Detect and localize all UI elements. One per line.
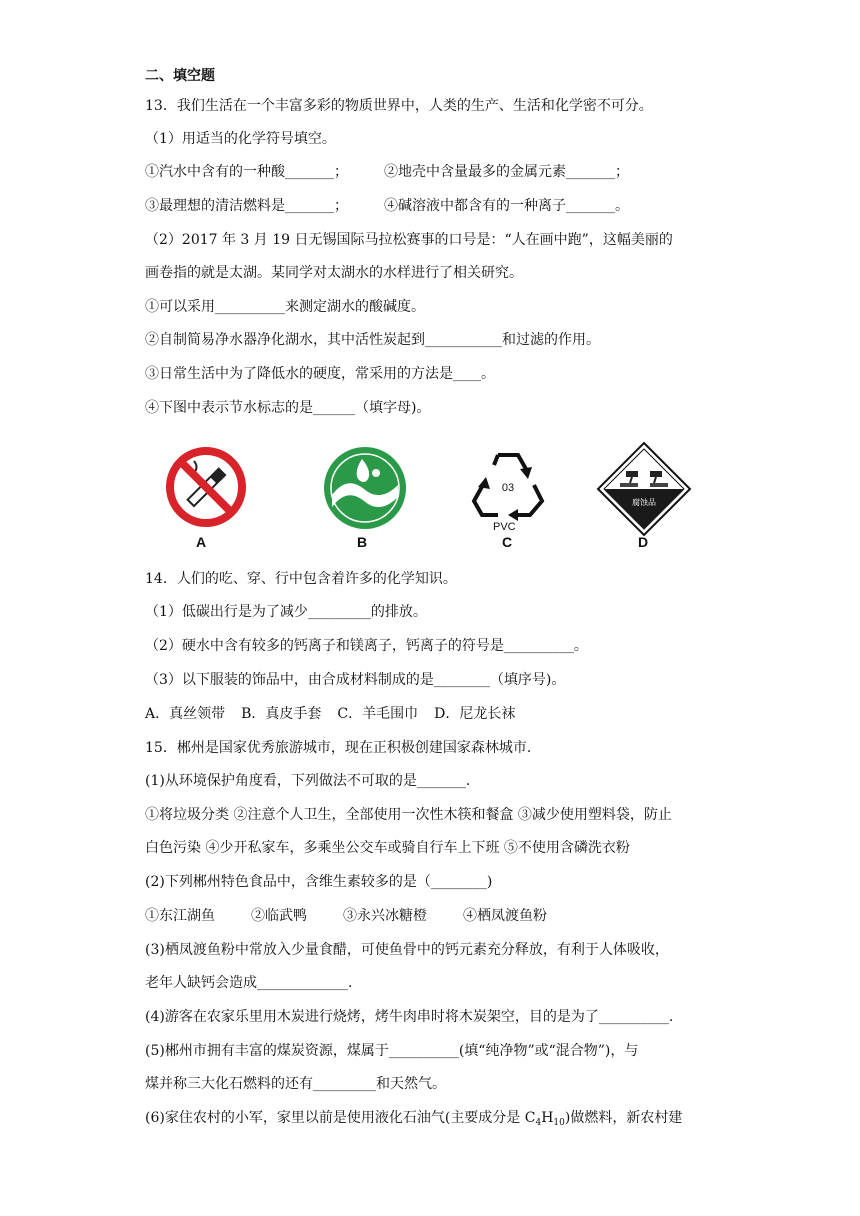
q15-option-1: ①东江湖鱼 (145, 908, 215, 924)
q14-option-a: A．真丝领带 (145, 706, 226, 722)
icon-label-a: A (196, 534, 207, 550)
q15-part1: (1)从环境保护角度看，下列做法不可取的是_______. (145, 773, 471, 789)
no-smoking-icon (164, 445, 248, 529)
formula-h: H (541, 1110, 554, 1126)
q15-part6-post: )做燃料，新农村建 (564, 1110, 683, 1126)
q13-row1 (145, 162, 629, 182)
q13-row2 (145, 196, 629, 216)
q15-option-4: ④栖凤渡鱼粉 (463, 908, 547, 924)
q13-row2-b: ④碱溶液中都含有的一种离子_______。 (384, 198, 629, 214)
icon-label-b: B (357, 534, 368, 550)
q15-part5-line2: 煤并称三大化石燃料的还有_________和天然气。 (145, 1076, 446, 1092)
q15-part6 (145, 1108, 682, 1128)
q13-row1-b: ②地壳中含量最多的金属元素_______； (384, 164, 629, 180)
q15-part3-line1: (3)栖凤渡鱼粉中常放入少量食醋，可使鱼骨中的钙元素充分释放，有利于人体吸收， (145, 942, 669, 958)
q15-part6-pre: (6)家住农村的小军，家里以前是使用液化石油气(主要成分是 C (145, 1110, 536, 1126)
q15-part3-line2: 老年人缺钙会造成_____________. (145, 975, 353, 991)
q13-part2-item1: ①可以采用__________来测定湖水的酸碱度。 (145, 299, 425, 315)
q15-part2: (2)下列郴州特色食品中，含维生素较多的是（________) (145, 874, 493, 890)
q13-row2-a: ③最理想的清洁燃料是_______； (145, 198, 348, 214)
q14-part1: （1）低碳出行是为了减少_________的排放。 (145, 604, 427, 620)
q13-part2-line2: 画卷指的就是太湖。某同学对太湖水的水样进行了相关研究。 (145, 265, 523, 281)
pvc-code-text: 03 (501, 482, 515, 494)
q14-option-d: D．尼龙长袜 (434, 706, 516, 722)
water-saving-icon (322, 445, 408, 531)
pvc-subtext: PVC (493, 521, 516, 533)
icon-label-c: C (502, 534, 513, 550)
icon-label-d: D (638, 534, 649, 550)
q13-row1-a: ①汽水中含有的一种酸_______； (145, 164, 348, 180)
q13-part2-item4: ④下图中表示节水标志的是______（填字母)。 (145, 400, 431, 416)
q13-part2-item2: ②自制简易净水器净化湖水，其中活性炭起到___________和过滤的作用。 (145, 332, 600, 348)
q15-part1-options-line2: 白色污染 ④少开私家车，多乘坐公交车或骑自行车上下班 ⑤不使用含磷洗衣粉 (145, 840, 630, 856)
formula-sub-10: 10 (553, 1118, 565, 1128)
pvc-recycling-icon (468, 445, 548, 525)
q14-option-b: B．真皮手套 (241, 706, 322, 722)
q13-part2-line1: （2）2017 年 3 月 19 日无锡国际马拉松赛事的口号是：“人在画中跑”，这幅美丽的 (145, 232, 673, 248)
q13-stem: 13．我们生活在一个丰富多彩的物质世界中，人类的生产、生活和化学密不可分。 (145, 98, 653, 114)
q15-part4: (4)游客在农家乐里用木炭进行烧烤，烤牛肉串时将木炭架空，目的是为了__________. (145, 1009, 674, 1025)
formula-sub-4: 4 (535, 1118, 542, 1128)
q14-part3: （3）以下服装的饰品中，由合成材料制成的是________（填序号)。 (145, 672, 566, 688)
q15-stem: 15．郴州是国家优秀旅游城市，现在正积极创建国家森林城市. (145, 740, 532, 756)
q15-option-3: ③永兴冰糖橙 (343, 908, 427, 924)
q15-part5-line1: (5)郴州市拥有丰富的煤炭资源，煤属于__________(填“纯净物”或“混合物”)，与 (145, 1043, 639, 1059)
q13-part2-item3: ③日常生活中为了降低水的硬度，常采用的方法是____。 (145, 366, 495, 382)
q14-option-c: C．羊毛围巾 (337, 706, 419, 722)
q15-part2-options (145, 906, 547, 926)
q15-option-2: ②临武鸭 (251, 908, 307, 924)
hazard-sign-text: 腐蚀品 (632, 498, 656, 507)
q14-options (145, 704, 515, 724)
q14-stem: 14．人们的吃、穿、行中包含着许多的化学知识。 (145, 571, 457, 587)
q14-part2: （2）硬水中含有较多的钙离子和镁离子，钙离子的符号是__________。 (145, 638, 588, 654)
corrosive-hazard-icon (596, 441, 692, 537)
q15-part1-options-line1: ①将垃圾分类 ②注意个人卫生，全部使用一次性木筷和餐盒 ③减少使用塑料袋，防止 (145, 807, 672, 823)
q13-part1: （1）用适当的化学符号填空。 (145, 131, 336, 147)
section-title: 二、填空题 (145, 68, 215, 84)
